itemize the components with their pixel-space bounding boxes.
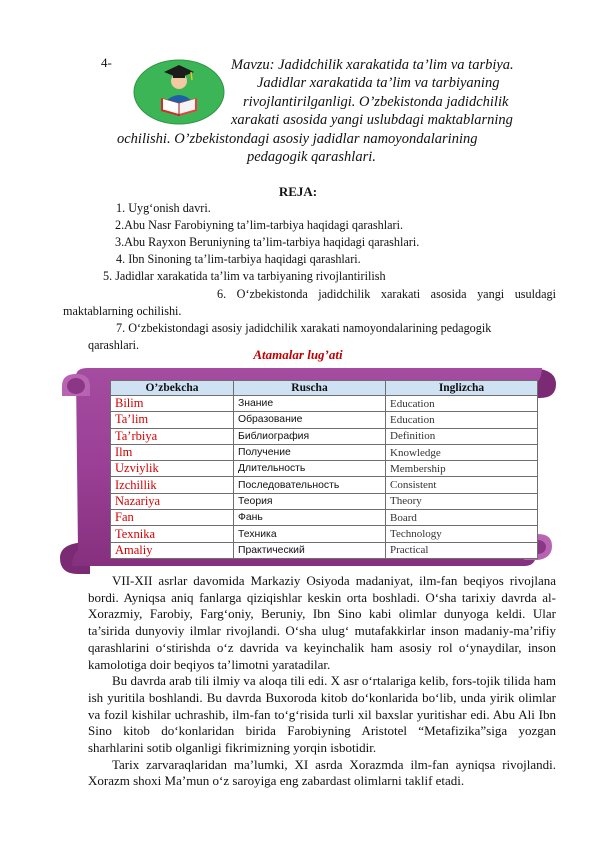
term-uzbek: Nazariya bbox=[111, 493, 234, 509]
plan-item: maktablarning ochilishi. bbox=[63, 304, 182, 318]
topic-line: pedagogik qarashlari. bbox=[247, 149, 376, 165]
term-uzbek: Ilm bbox=[111, 444, 234, 460]
term-english: Education bbox=[386, 396, 538, 412]
paragraph: VII-XII asrlar davomida Markaziy Osiyoda madaniyat, ilm-fan beqiyos rivojlana bordi. Ayniqsa aniq fanlarga qiziqishlar keskin orta boshladi. O‘sha tarixiy davrda al-Xorazmiy, Farobiy, Farg‘oniy, Beruniy, Ibn Sino kabi olimlar dunyoga keldi. Ular ta’sirida dunyoviy ilmlar rivojlandi. O‘sha ulug‘ mutafakkirlar inson madaniy-ma’rifiy qarashlarini o‘stirishda o‘z davrida va keyinchalik ham asosiy rol o‘ynaydilar, inson kamolotiga doir beqiyos ta’limotni yaratadilar. bbox=[88, 573, 556, 672]
table-row bbox=[111, 396, 538, 412]
plan-item: 5. Jadidlar xarakatida ta’lim va tarbiyaning rivojlantirilish bbox=[103, 269, 386, 283]
term-english: Education bbox=[386, 412, 538, 428]
topic-line: ochilishi. O’zbekistondagi asosiy jadidlar namoyondalarining bbox=[117, 131, 478, 147]
graduate-reading-book-icon bbox=[131, 54, 227, 126]
body-text bbox=[88, 573, 556, 790]
topic-line: Jadidlar xarakatida ta’lim va tarbiyaning bbox=[257, 75, 500, 91]
plan-item: 7. O‘zbekistondagi asosiy jadidchilik xarakati namoyondalarining pedagogik bbox=[116, 321, 492, 335]
term-russian: Знание bbox=[234, 396, 386, 412]
table-row bbox=[111, 412, 538, 428]
term-english: Practical bbox=[386, 542, 538, 558]
glossary-table bbox=[110, 380, 538, 559]
term-uzbek: Uzviylik bbox=[111, 461, 234, 477]
term-uzbek: Ta’rbiya bbox=[111, 428, 234, 444]
paragraph: Tarix zarvaraqlaridan ma’lumki, XI asrda Xorazmda ilm-fan ayniqsa rivojlandi. Xorazm shoxi Ma’mun o‘z saroyiga eng zabardast olimlarni taklif etadi. bbox=[88, 756, 556, 789]
term-russian: Получение bbox=[234, 444, 386, 460]
term-uzbek: Izchillik bbox=[111, 477, 234, 493]
plan-item: 2.Abu Nasr Farobiyning ta’lim-tarbiya haqidagi qarashlari. bbox=[115, 218, 404, 232]
paragraph: Bu davrda arab tili ilmiy va aloqa tili edi. X asr o‘rtalariga kelib, fors-tojik tilida ham ish yuritila boshlandi. Bu davrda Buxoroda kitob do‘konlarida bo‘lib, unda yirik olimlar va fozil kishilar uchrashib, ilm-fan to‘g‘risida turli xil baxslar yuritishar edi. Abu Ali Ibn Sino kitob do‘konlaridan birida Farobiyning Aristotel “Metafizika”siga yozgan sharhlarini sotib olganligi fikrimizning yorqin isbotidir. bbox=[88, 673, 556, 756]
plan-item: 3.Abu Rayxon Beruniyning ta’lim-tarbiya haqidagi qarashlari. bbox=[115, 235, 420, 249]
term-uzbek: Texnika bbox=[111, 526, 234, 542]
term-english: Theory bbox=[386, 493, 538, 509]
page-number: 4- bbox=[101, 55, 112, 70]
table-row bbox=[111, 510, 538, 526]
topic-line: rivojlantirilganligi. O’zbekistonda jadidchilik bbox=[243, 94, 509, 110]
plan-item: 4. Ibn Sinoning ta’lim-tarbiya haqidagi qarashlari. bbox=[116, 252, 361, 266]
term-russian: Последовательность bbox=[234, 477, 386, 493]
term-english: Knowledge bbox=[386, 444, 538, 460]
table-row bbox=[111, 493, 538, 509]
table-row bbox=[111, 542, 538, 558]
header-uzbek: O’zbekcha bbox=[111, 381, 234, 396]
term-russian: Образование bbox=[234, 412, 386, 428]
term-english: Technology bbox=[386, 526, 538, 542]
term-english: Membership bbox=[386, 461, 538, 477]
term-russian: Техника bbox=[234, 526, 386, 542]
table-row bbox=[111, 444, 538, 460]
header-russian: Ruscha bbox=[234, 381, 386, 396]
term-uzbek: Fan bbox=[111, 510, 234, 526]
plan-title: REJA: bbox=[278, 184, 318, 199]
term-russian: Теория bbox=[234, 493, 386, 509]
plan-item: qarashlari. bbox=[88, 338, 140, 352]
glossary-title: Atamalar lug’ati bbox=[253, 347, 343, 362]
table-row bbox=[111, 477, 538, 493]
term-english: Definition bbox=[386, 428, 538, 444]
glossary-header-row bbox=[111, 381, 538, 396]
term-english: Board bbox=[386, 510, 538, 526]
term-uzbek: Bilim bbox=[111, 396, 234, 412]
term-russian: Практический bbox=[234, 542, 386, 558]
plan-item: 1. Uyg‘onish davri. bbox=[116, 201, 211, 215]
table-row bbox=[111, 526, 538, 542]
term-uzbek: Amaliy bbox=[111, 542, 234, 558]
term-russian: Фань bbox=[234, 510, 386, 526]
table-row bbox=[111, 461, 538, 477]
term-russian: Длительность bbox=[234, 461, 386, 477]
table-row bbox=[111, 428, 538, 444]
term-english: Consistent bbox=[386, 477, 538, 493]
term-uzbek: Ta’lim bbox=[111, 412, 234, 428]
plan-item: 6. O‘zbekistonda jadidchilik xarakati asosida yangi usuldagi bbox=[217, 287, 556, 301]
topic-line: Mavzu: Jadidchilik xarakatida ta’lim va tarbiya. bbox=[231, 57, 514, 73]
topic-line: xarakati asosida yangi uslubdagi maktablarning bbox=[231, 112, 513, 128]
header-english: Inglizcha bbox=[386, 381, 538, 396]
term-russian: Библиография bbox=[234, 428, 386, 444]
